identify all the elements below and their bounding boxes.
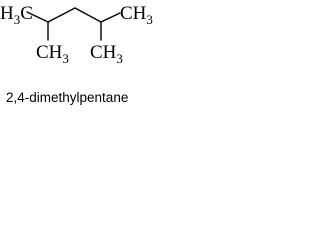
bond-c4-c5 bbox=[101, 13, 120, 22]
group-h3c-left: $H_3C$ bbox=[0, 3, 33, 27]
group-ch3-right: $CH_3$ bbox=[120, 3, 153, 27]
group-ch3-methyl-c2: $CH_3$ bbox=[36, 42, 69, 66]
molecule-name-caption: 2,4-dimethylpentane bbox=[6, 90, 129, 105]
group-ch3-methyl-c4: $CH_3$ bbox=[90, 42, 123, 66]
bond-c2-c3 bbox=[48, 8, 75, 22]
bond-c3-c4 bbox=[75, 8, 101, 22]
